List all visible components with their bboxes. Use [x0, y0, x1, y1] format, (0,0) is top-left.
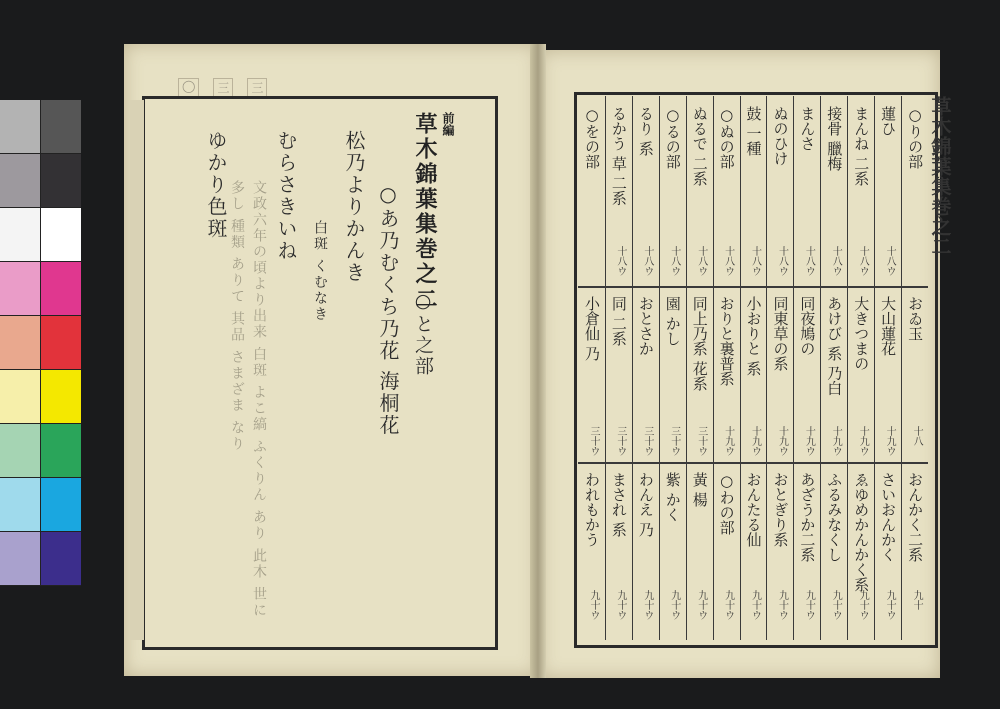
page-number: 十八ウ: [884, 246, 896, 276]
section-heading: ○と之部: [412, 290, 434, 377]
page-number: 九十ウ: [857, 590, 869, 620]
index-entry: あけび 系 乃白: [825, 296, 844, 396]
color-patch: [41, 478, 81, 531]
page-number: 九十ウ: [749, 590, 761, 620]
page-number: 三十ウ: [641, 426, 653, 456]
tab-mark: 三: [247, 78, 267, 97]
book-gutter: [530, 44, 546, 678]
page-number: 九十ウ: [588, 590, 599, 620]
index-entry: 接骨 臘梅: [825, 106, 844, 171]
color-patch: [0, 532, 40, 585]
index-entry: 園 かし: [663, 296, 682, 346]
index-entry: ○ぬの部: [717, 106, 736, 169]
column-divider: [874, 96, 875, 640]
index-entry: まされ 系: [609, 472, 628, 537]
page-number: 十九ウ: [749, 426, 761, 456]
index-entry: あざうか二系: [798, 472, 817, 562]
page-number: 三十ウ: [668, 426, 680, 456]
index-entry: ぬのひけ: [771, 106, 790, 166]
page-number: 三十ウ: [695, 426, 707, 456]
index-entry: 小倉仙 乃: [583, 296, 601, 361]
index-entry: 大山蓮花: [879, 296, 898, 356]
column-divider: [686, 96, 687, 640]
page-number: 九十: [911, 590, 923, 610]
index-entry: ○わの部: [717, 472, 736, 535]
color-patch: [41, 532, 81, 585]
page-number: 十八ウ: [803, 246, 815, 276]
page-number: 十八ウ: [614, 246, 626, 276]
column-divider: [713, 96, 714, 640]
index-entry: おりと裏普系: [717, 296, 736, 386]
color-patch: [0, 478, 40, 531]
entry-text: むらさきいね: [274, 130, 298, 262]
index-entry: ○るの部: [663, 106, 682, 169]
index-entry: おとさか: [636, 296, 655, 356]
page-number: 十八ウ: [749, 246, 761, 276]
index-entry: われもかう: [583, 472, 601, 547]
color-patch: [0, 262, 40, 315]
index-entry: 同夜鳩の: [798, 296, 817, 356]
entry-text: 白斑 くむなき: [312, 220, 328, 323]
row-divider: [578, 286, 928, 288]
page-number: 十九ウ: [722, 426, 734, 456]
page-number: 十九ウ: [830, 426, 842, 456]
spine-title: 草木錦葉集巻之二: [928, 96, 952, 256]
left-spine-margin: [130, 100, 144, 640]
index-entry: るり 系: [636, 106, 655, 156]
tab-mark: ◯: [178, 78, 199, 97]
index-entry: おゐ玉: [906, 296, 925, 341]
title-prefix: 前編: [441, 112, 455, 136]
page-number: 九十ウ: [803, 590, 815, 620]
index-entry: ○をの部: [583, 106, 601, 169]
row-divider: [578, 462, 928, 464]
index-entry: ゑゆめかんかく系: [852, 472, 871, 592]
page-number: 十九ウ: [857, 426, 869, 456]
page-number: 十八ウ: [776, 246, 788, 276]
index-entry: まんね 二系: [852, 106, 871, 186]
index-entry: 蓮ひ: [879, 106, 898, 136]
page-number: 十八ウ: [668, 246, 680, 276]
color-patch: [0, 424, 40, 477]
index-entry: 同上乃系 花系: [690, 296, 709, 391]
index-entry: ぬるで 二系: [690, 106, 709, 186]
column-divider: [901, 96, 902, 640]
page-number: 九十ウ: [722, 590, 734, 620]
page-number: 三十ウ: [614, 426, 626, 456]
index-entry: おとぎり系: [771, 472, 790, 547]
column-divider: [847, 96, 848, 640]
page-number: 九十ウ: [695, 590, 707, 620]
color-patch: [41, 262, 81, 315]
page-number: 十九ウ: [776, 426, 788, 456]
page-number: 十八ウ: [695, 246, 707, 276]
page-number: 十八: [911, 426, 923, 446]
index-entry: 同東草の系: [771, 296, 790, 371]
index-entry: 鼓 一種: [744, 106, 763, 156]
color-patch: [41, 100, 81, 153]
page-title: 草木錦葉集巻之二: [412, 112, 438, 312]
index-entry: 黃 楊: [690, 472, 709, 507]
index-entry: ふるみなくし: [825, 472, 844, 562]
index-entry: 大きつまの: [852, 296, 871, 371]
color-patch: [0, 208, 40, 261]
column-divider: [632, 96, 633, 640]
page-number: 十八ウ: [830, 246, 842, 276]
page-number: 十八ウ: [722, 246, 734, 276]
column-divider: [793, 96, 794, 640]
index-entry: おんたる仙: [744, 472, 763, 547]
index-entry: るかう 草 二系: [609, 106, 628, 206]
page-number: 九十ウ: [776, 590, 788, 620]
index-entry: さいおんかく: [879, 472, 898, 562]
page-number: 三十ウ: [588, 426, 599, 456]
color-patch: [41, 370, 81, 423]
page-number: 九十ウ: [614, 590, 626, 620]
color-patch: [0, 154, 40, 207]
page-tabs: [178, 78, 267, 97]
page-number: 十八ウ: [857, 246, 869, 276]
color-patch: [41, 424, 81, 477]
index-entry: おんかく二系: [906, 472, 925, 562]
column-divider: [766, 96, 767, 640]
column-divider: [605, 96, 606, 640]
color-patch: [0, 100, 40, 153]
entry-text: ○あ乃むくち乃花 海桐花: [376, 182, 400, 437]
entry-text: ゆかり色斑: [204, 130, 228, 240]
index-entry: わんえ 乃: [636, 472, 655, 537]
entry-text: 松乃よりかんき: [342, 130, 366, 284]
tab-mark: 三: [213, 78, 233, 97]
page-number: 九十ウ: [668, 590, 680, 620]
column-divider: [659, 96, 660, 640]
page-number: 十九ウ: [884, 426, 896, 456]
color-patch: [41, 208, 81, 261]
page-number: 九十ウ: [884, 590, 896, 620]
body-text: 文政六年の頃より出来 白斑 よこ縞 ふくりん あり 此木 世に多し 種類 ありて 其品 さまざま なり: [229, 180, 267, 619]
color-calibration-strip: [0, 100, 81, 586]
index-entry: まんさ: [798, 106, 817, 151]
page-number: 十八ウ: [641, 246, 653, 276]
color-patch: [41, 316, 81, 369]
page-number: 十九ウ: [803, 426, 815, 456]
column-divider: [740, 96, 741, 640]
index-entry: ○りの部: [906, 106, 925, 169]
index-entry: 同 二系: [609, 296, 628, 346]
page-number: 九十ウ: [830, 590, 842, 620]
index-entry: 小おりと 系: [744, 296, 763, 376]
column-divider: [820, 96, 821, 640]
color-patch: [41, 154, 81, 207]
color-patch: [0, 370, 40, 423]
color-patch: [0, 316, 40, 369]
page-number: 九十ウ: [641, 590, 653, 620]
index-entry: 紫 かく: [663, 472, 682, 522]
